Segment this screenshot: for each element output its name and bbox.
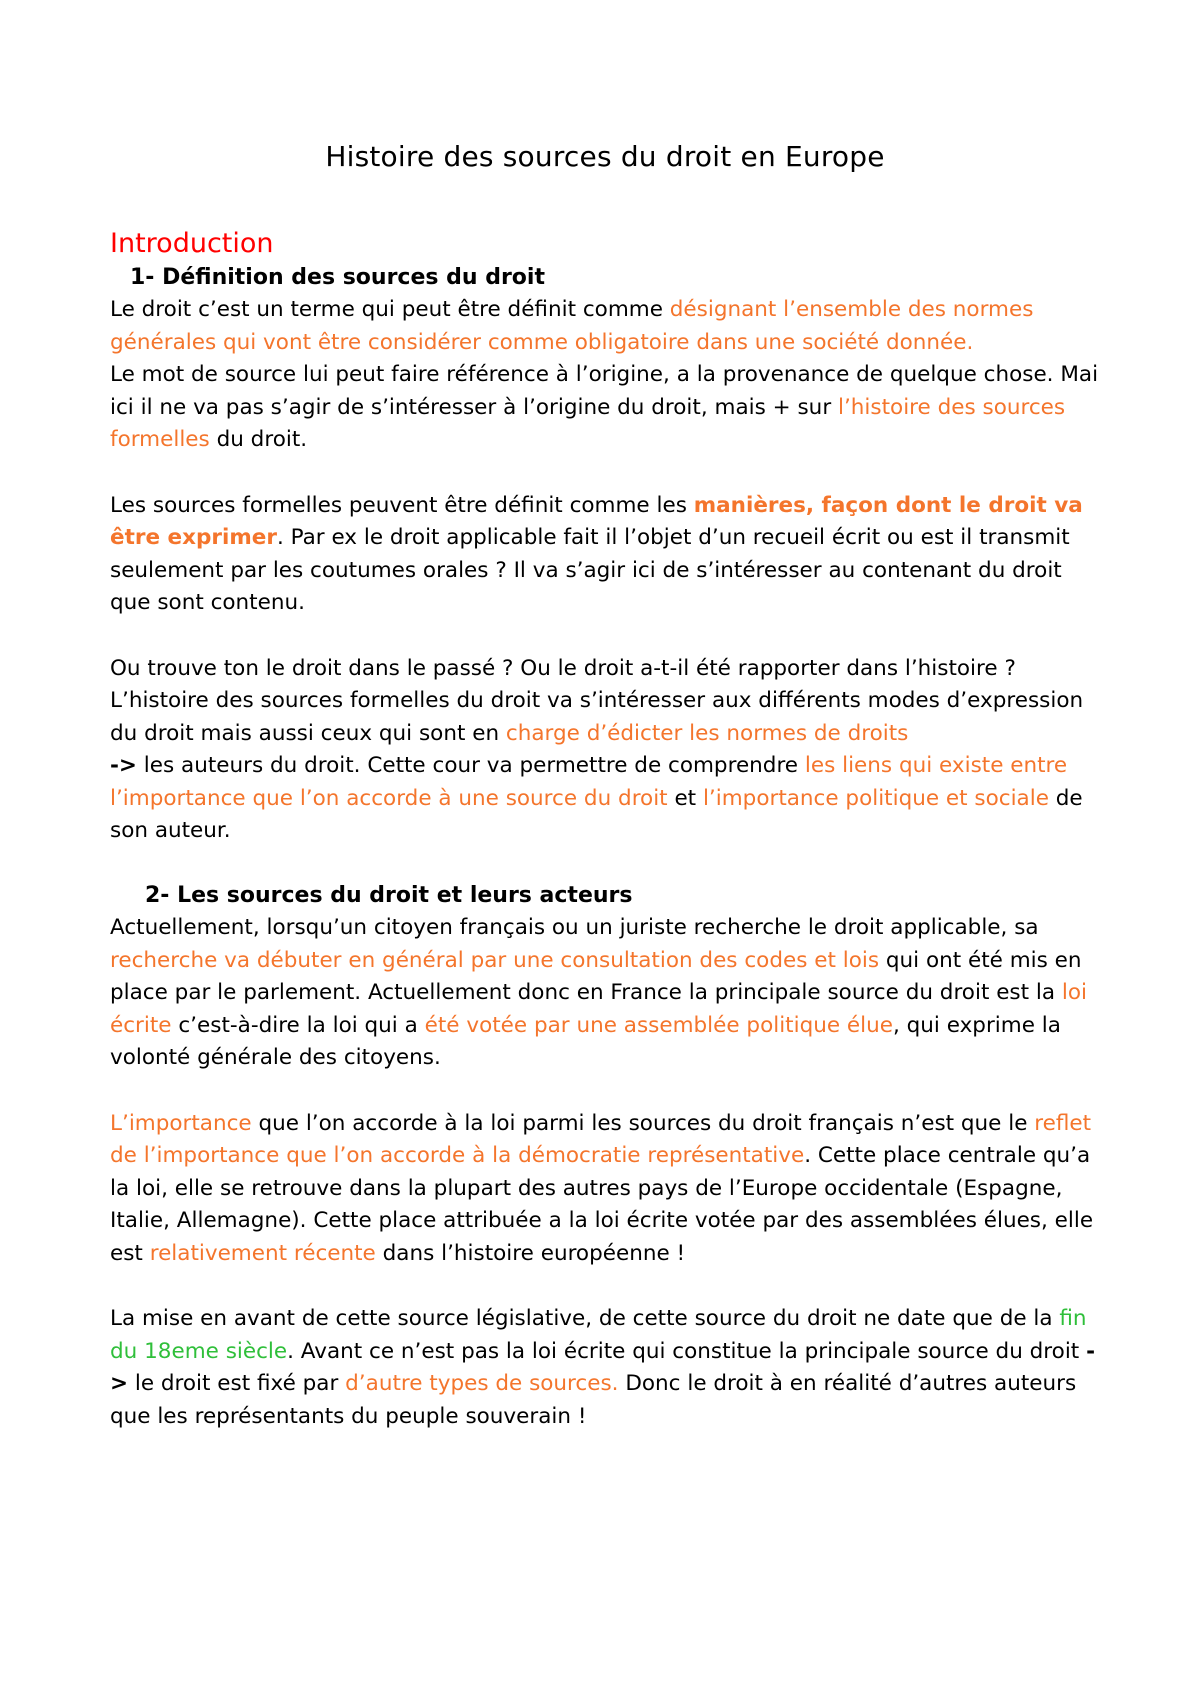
text-run: c’est-à-dire la loi qui a [171, 1012, 425, 1038]
highlight-green-text: fin du 18eme siècle [110, 1306, 1087, 1364]
text-run: Donc le droit à en réalité d’autres auteurs que les représentants du peuple souverain ! [110, 1371, 1077, 1429]
text-run: La mise en avant de cette source législative, de cette source du droit ne date que de la [110, 1306, 1060, 1332]
paragraph-loi-ecrite [110, 912, 1100, 1075]
highlight-text: l’histoire des sources formelles [110, 394, 1066, 453]
highlight-text: L’importance [110, 1110, 252, 1136]
text-run: du droit. [209, 427, 308, 453]
highlight-text: d’autre types de sources. [345, 1371, 619, 1397]
text-run: , qui exprime la volonté générale des citoyens. [110, 1012, 1061, 1071]
text-run: Le mot de source lui peut faire référence à l’origine, a la provenance de quelque chose. Mai ici il ne va pas s’agir de s’intéresser à l’origine du droit, mais + sur [110, 362, 1099, 420]
arrow-symbol: -> [110, 753, 137, 779]
text-run: dans l’histoire européenne ! [375, 1241, 686, 1267]
paragraph-definition-droit [110, 294, 1100, 359]
highlight-text: reflet de l’importance que l’on accorde à la démocratie représentative [110, 1110, 1092, 1169]
arrow-symbol: -> [110, 1338, 1096, 1397]
text-run: . Par ex le droit applicable fait il l’objet d’un recueil écrit ou est il transmit seulement par les coutumes orales ? Il va s’agir ici de s’intéresser au contenant du droit que sont contenu. [110, 525, 1070, 616]
highlight-text: les liens qui existe entre l’importance que l’on accorde à une source du droit [110, 753, 1068, 811]
subheading-definition: 1- Définition des sources du droit [130, 264, 545, 290]
paragraph-mot-source [110, 359, 1100, 457]
section-title-introduction: Introduction [110, 227, 274, 259]
paragraph-importance-loi [110, 1108, 1100, 1271]
text-run: Les sources formelles peuvent être définit comme les [110, 492, 694, 518]
highlight-text: recherche va débuter en général par une consultation des codes et lois [110, 947, 880, 973]
text-run: les auteurs du droit. Cette cour va permettre de comprendre [136, 753, 805, 779]
text-run: le droit est fixé par [128, 1371, 346, 1397]
text-run: que l’on accorde à la loi parmi les sources du droit français n’est que le [251, 1110, 1035, 1136]
document-title: Histoire des sources du droit en Europe [325, 140, 885, 173]
highlight-text: charge d’édicter les normes de droits [505, 720, 909, 746]
text-run: . Cette place centrale qu’a la loi, elle se retrouve dans la plupart des autres pays de l’Europe occidentale (Espagne, Italie, Allemagne). Cette place attribuée a la loi écrite votée par des assemblées élues, elle est [110, 1143, 1094, 1267]
text-run: . Avant ce n’est pas la loi écrite qui constitue la principale source du droit [287, 1338, 1087, 1364]
highlight-text: l’importance politique et sociale [702, 785, 1049, 811]
paragraph-sources-formelles [110, 490, 1100, 620]
paragraph-source-legislative [110, 1303, 1100, 1433]
text-run: Ou trouve ton le droit dans le passé ? Ou le droit a-t-il été rapporter dans l’histoire ? L’histoire des sources formelles du droit va s’intéresser aux différents modes d’expression du droit mais aussi ceux qui sont en [110, 655, 1084, 746]
highlight-text: désignant l’ensemble des normes générales qui vont être considérer comme obligatoire dans une société donnée. [110, 296, 1034, 355]
subheading-acteurs: 2- Les sources du droit et leurs acteurs [145, 883, 633, 909]
paragraph-auteurs-droit [110, 750, 1100, 848]
text-run: qui ont été mis en place par le parlement. Actuellement donc en France la principale source du droit est la [110, 947, 1082, 1006]
highlight-text: relativement récente [149, 1241, 376, 1267]
paragraph-droit-passe [110, 653, 1100, 751]
text-run: de son auteur. [110, 785, 1083, 844]
text-run: et [667, 785, 703, 811]
text-run: Actuellement, lorsqu’un citoyen français ou un juriste recherche le droit applicable, sa [110, 915, 1039, 941]
highlight-bold-text: manières, façon dont le droit va être exprimer [110, 492, 1083, 551]
document-page [110, 140, 1100, 1434]
text-run: Le droit c’est un terme qui peut être définit comme [110, 296, 670, 322]
highlight-text: été votée par une assemblée politique élue [424, 1012, 893, 1038]
highlight-text: loi écrite [110, 980, 1087, 1038]
